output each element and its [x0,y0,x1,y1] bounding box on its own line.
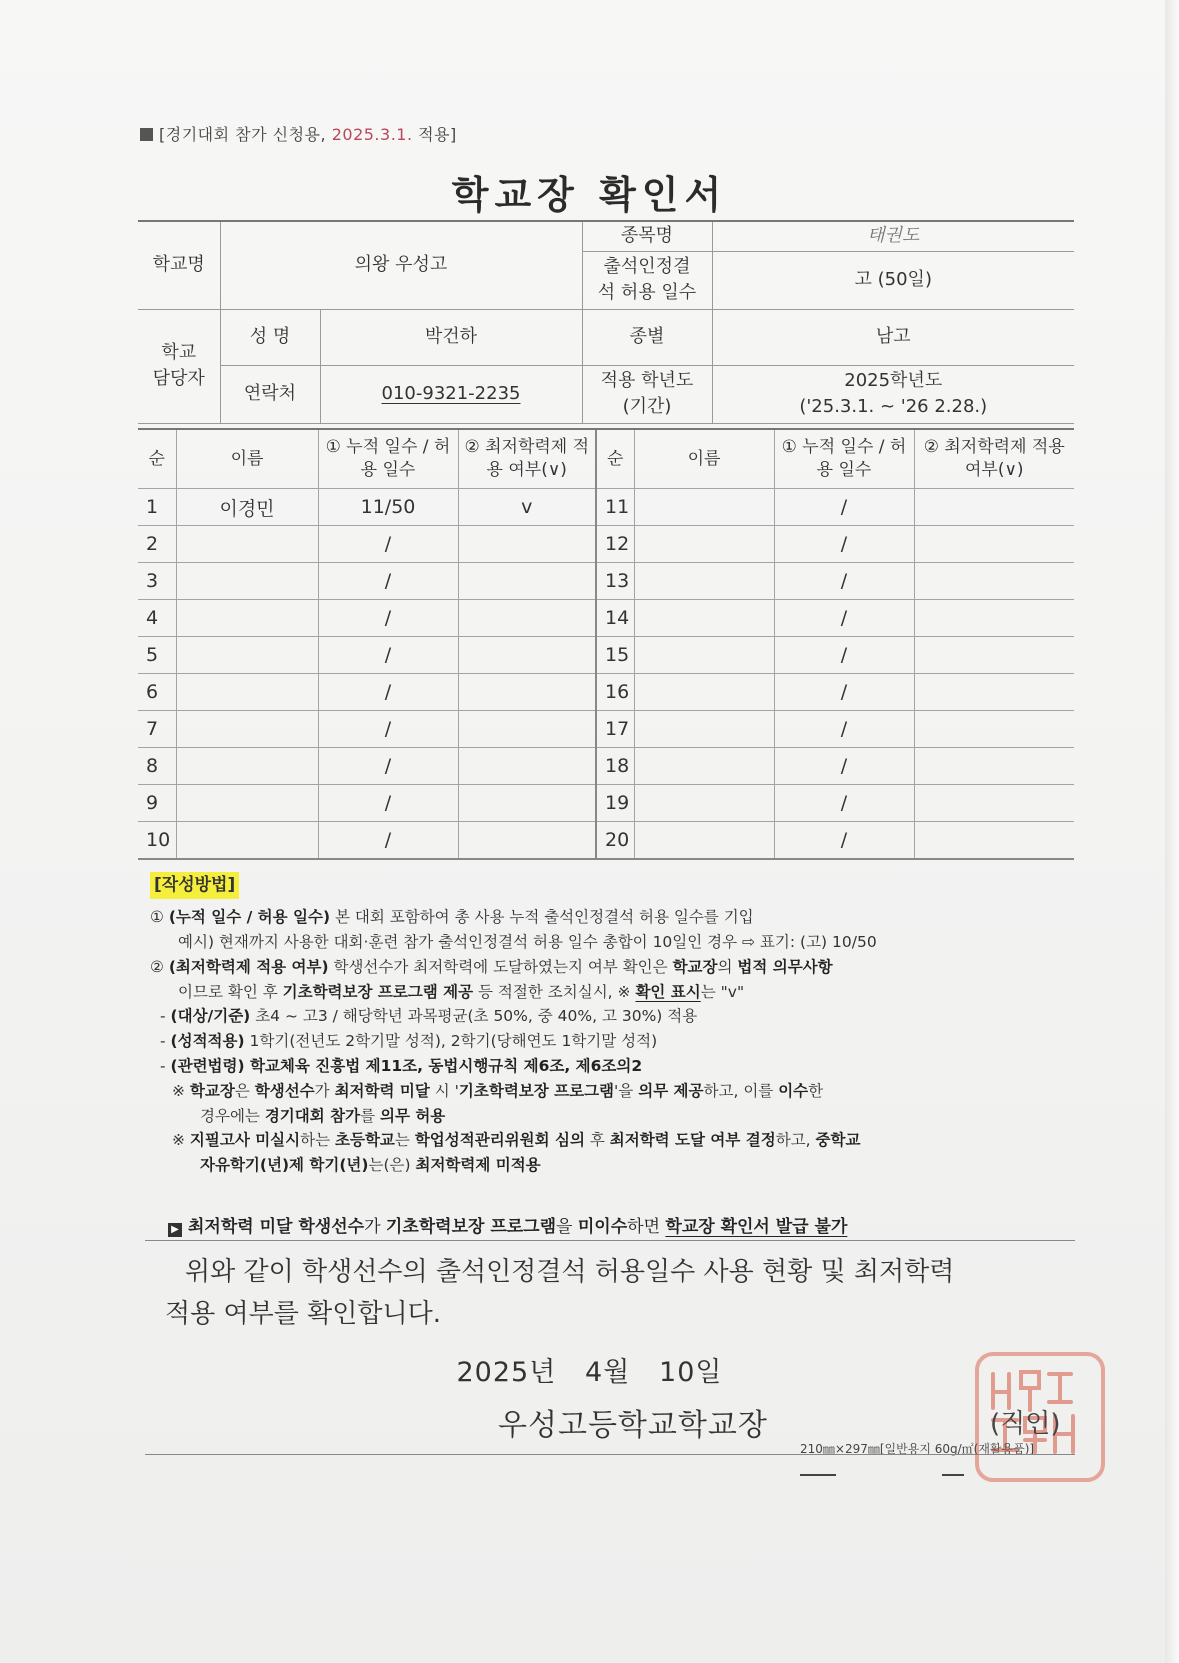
row-min: v [458,489,596,526]
issue-date: 2025년 4월 10일 [456,1357,723,1388]
row-days: / [318,600,458,637]
staff-label: 학교 담당자 [138,309,220,423]
header-no-right: 순 [596,429,634,489]
row-name [634,489,774,526]
row-no: 6 [138,674,176,711]
detail-3: - (관련법령) 학교체육 진흥법 제11조, 동법시행규칙 제6조, 제6조의2 [160,1056,643,1075]
row-days: / [774,526,914,563]
row-days: / [774,637,914,674]
row-no: 7 [138,711,176,748]
print-spec: 210㎜×297㎜[일반용지 60g/㎡(재활용품)] [800,1442,1035,1456]
row-min [914,674,1074,711]
student-roster-table [138,428,1074,860]
sport-label: 종목명 [582,221,712,251]
gender-value: 남고 [712,309,1074,365]
note-2-text: 학생선수가 최저학력에 도달하였는지 여부 확인은 [328,957,673,976]
remark-1: ※ 학교장은 학생선수가 최저학력 미달 시 '기초학력보장 프로그램'을 의무 제공하고, 이를 이수한 [172,1081,824,1100]
detail-1-text: 초4 ~ 고3 / 해당학년 과목평균(초 50%, 중 40%, 고 30%) 적용 [250,1007,698,1026]
note-2-bold-3: 법적 의무사항 [737,957,833,976]
header-days-right: ① 누적 일수 / 허용 일수 [774,429,914,489]
r1-l2-d: 의무 허용 [379,1106,446,1125]
header-min-left: ② 최저학력제 적용 여부(∨) [458,429,596,489]
row-min [458,785,596,822]
r2-i: 중학교 [815,1131,861,1150]
instructions-section [150,872,1080,1178]
row-no: 17 [596,711,634,748]
row-no: 9 [138,785,176,822]
row-name [176,748,318,785]
row-min [458,822,596,860]
table-row [138,674,1074,711]
header-days-left: ① 누적 일수 / 허용 일수 [318,429,458,489]
note-1-example: 예시) 현재까지 사용한 대회·훈련 참가 출석인정결석 허용 일수 총합이 10일인 경우 ⇨ 표기: (고) 10/50 [178,932,877,951]
table-row [138,637,1074,674]
row-days: 11/50 [318,489,458,526]
row-days: / [774,563,914,600]
name-label: 성 명 [220,309,320,365]
r2-g: 최저학력 도달 여부 결정 [609,1131,776,1150]
contact-value-cell [320,365,582,423]
row-no: 8 [138,748,176,785]
row-days: / [318,674,458,711]
row-name [634,674,774,711]
table-row [138,526,1074,563]
row-name [634,526,774,563]
row-no: 12 [596,526,634,563]
table-row [138,600,1074,637]
header-min-right: ② 최저학력제 적용 여부(∨) [914,429,1074,489]
row-name [176,711,318,748]
row-no: 1 [138,489,176,526]
row-name [176,600,318,637]
header-name-left: 이름 [176,429,318,489]
r2-h: 하고, [775,1131,816,1150]
row-min [458,526,596,563]
row-no: 19 [596,785,634,822]
table-row [138,711,1074,748]
remark-1-line-2 [150,1104,1080,1129]
warn-a: 최저학력 미달 학생선수 [188,1217,365,1237]
row-no: 18 [596,748,634,785]
r2-c: 초등학교 [335,1131,395,1150]
row-days: / [318,563,458,600]
note-2-l2-d: 확인 표시 [635,982,701,1001]
row-no: 10 [138,822,176,860]
row-name [176,563,318,600]
row-days: / [318,526,458,563]
r1-l2-b: 경기대회 참가 [264,1106,361,1125]
row-days: / [774,822,914,860]
school-value: 의왕 우성고 [220,221,582,309]
row-name [176,637,318,674]
warning-line [168,1212,847,1237]
table-row [138,822,1074,860]
r1-f: 시 ' [429,1081,459,1100]
r1-k: 이수 [778,1081,809,1100]
note-2-l2-b: 기초학력보장 프로그램 제공 [282,982,474,1001]
row-name [176,785,318,822]
row-days: / [774,600,914,637]
r1-e: 최저학력 미달 [334,1081,430,1100]
note-2-l2-e: 는 "v" [700,982,745,1001]
header-no-left: 순 [138,429,176,489]
footer-mark-right [942,1474,964,1476]
row-name [176,674,318,711]
detail-2: - (성적적용) 1학기(전년도 2학기말 성적), 2학기(당해연도 1학기말 성적) [160,1032,658,1051]
row-name [634,822,774,860]
row-min [914,822,1074,860]
row-min [914,785,1074,822]
row-days: / [318,785,458,822]
warn-b: 가 [364,1217,386,1237]
r1-l: 한 [808,1081,824,1100]
warn-f: 하면 [627,1217,666,1237]
table-row [138,563,1074,600]
school-label: 학교명 [138,221,220,309]
name-value: 박건하 [320,309,582,365]
row-name [176,526,318,563]
note-2-line-2 [150,980,1080,1005]
row-name [634,711,774,748]
row-no: 14 [596,600,634,637]
row-days: / [318,637,458,674]
row-days: / [774,785,914,822]
row-no: 15 [596,637,634,674]
document-title: 학교장 확인서 [451,173,728,217]
sport-value: 태권도 [712,221,1074,251]
row-name [634,785,774,822]
note-1-text: 본 대회 포함하여 총 사용 누적 출석인정결석 허용 일수를 기입 [330,908,754,927]
row-name [176,822,318,860]
r2-d: 는 [394,1131,415,1150]
r1-i: 의무 제공 [638,1081,704,1100]
form-usage-note [140,122,457,145]
remark-2-line-2 [150,1153,1080,1178]
row-min [914,637,1074,674]
declaration [165,1252,1085,1335]
period-value: ('25.3.1. ~ '26 2.28.) [799,396,988,417]
row-days: / [774,711,914,748]
row-name [634,600,774,637]
r2-a: 지필고사 미실시 [189,1131,301,1150]
r1-j: 하고, 이를 [703,1081,779,1100]
row-no: 2 [138,526,176,563]
r1-c: 학생선수 [254,1081,315,1100]
row-days: / [318,822,458,860]
year-value: 2025학년도 [844,369,943,391]
row-name [634,637,774,674]
row-no: 16 [596,674,634,711]
note-2-l2-c: 등 적절한 조치실시, ※ [473,982,636,1001]
warn-e: 미이수 [577,1217,628,1237]
detail-3-bold: (관련법령) [170,1056,245,1075]
row-min [458,674,596,711]
declaration-line-2: 적용 여부를 확인합니다. [165,1298,441,1329]
gender-label: 종별 [582,309,712,365]
r1-g: 기초학력보장 프로그램 [458,1081,615,1100]
detail-2-bold: (성적적용) [170,1032,245,1051]
row-min [914,489,1074,526]
row-min [914,748,1074,785]
warn-d: 을 [556,1217,578,1237]
divider [145,1240,1075,1241]
warn-c: 기초학력보장 프로그램 [385,1217,557,1237]
row-name [634,563,774,600]
row-min [458,711,596,748]
row-name [634,748,774,785]
r2-l2-b: 는(은) [368,1156,416,1175]
row-days: / [318,748,458,785]
seal-label: (직인) [990,1409,1061,1439]
r1-l2-c: 를 [360,1106,380,1125]
row-min [914,600,1074,637]
r1-b: 은 [234,1081,255,1100]
detail-1: - (대상/기준) 초4 ~ 고3 / 해당학년 과목평균(초 50%, 중 40%, 고 30%) 적용 [160,1007,698,1026]
declaration-line-1: 위와 같이 학생선수의 출석인정결석 허용일수 사용 현황 및 최저학력 [185,1257,955,1287]
row-no: 20 [596,822,634,860]
remark-2: ※ 지필고사 미실시하는 초등학교는 학업성적관리위원회 심의 후 최저학력 도달 여부 결정하고, 중학교 [172,1131,861,1150]
r1-l2-a: 경우에는 [200,1106,265,1125]
table-row [138,748,1074,785]
table-row [138,489,1074,526]
detail-2-text: 1학기(전년도 2학기말 성적), 2학기(당해연도 1학기말 성적) [244,1032,658,1051]
info-table [138,220,1074,424]
contact-label: 연락처 [220,365,320,423]
note-2-l2-a: 이므로 확인 후 [178,982,283,1001]
r1-d: 가 [314,1081,335,1100]
detail-1-bold: (대상/기준) [170,1007,251,1026]
year-cell [712,365,1074,423]
year-label: 적용 학년도 (기간) [582,365,712,423]
row-no: 4 [138,600,176,637]
table-row [138,785,1074,822]
r1-h: '을 [614,1081,639,1100]
r2-b: 하는 [300,1131,336,1150]
row-min [914,711,1074,748]
row-min [458,748,596,785]
header-name-right: 이름 [634,429,774,489]
row-min [914,526,1074,563]
row-days: / [774,674,914,711]
note-2-bold: (최저학력제 적용 여부) [168,957,329,976]
note-2-number: ② [150,957,164,976]
contact-value: 010-9321-2235 [381,382,521,404]
row-no: 11 [596,489,634,526]
row-no: 13 [596,563,634,600]
footer-divider [145,1454,1075,1455]
note-2-text-2: 의 [717,957,738,976]
r2-f: 후 [584,1131,610,1150]
row-min [458,563,596,600]
note-prefix: [경기대회 참가 신청용, [159,125,332,144]
row-days: / [318,711,458,748]
note-2 [150,955,1080,980]
square-bullet-icon [140,128,153,141]
row-name: 이경민 [176,489,318,526]
row-min [458,600,596,637]
detail-3-text: 학교체육 진흥법 제11조, 동법시행규칙 제6조, 제6조의2 [244,1056,643,1075]
r2-l2-a: 자유학기(년)제 학기(년) [200,1156,369,1175]
row-days: / [774,748,914,785]
principal-name: 우성고등학교학교장 [498,1408,768,1443]
note-1-bold: (누적 일수 / 허용 일수) [168,908,331,927]
absence-label: 출석인정결석 허용 일수 [582,251,712,309]
instructions-heading: [작성방법] [150,872,239,899]
absence-value: 고 (50일) [712,251,1074,309]
row-no: 3 [138,563,176,600]
footer-mark-left [800,1474,836,1476]
paper-edge [1165,0,1179,1663]
note-date: 2025.3.1. [331,125,413,144]
row-min [458,637,596,674]
r2-l2-c: 최저학력제 미적용 [415,1156,541,1175]
row-days: / [774,489,914,526]
arrow-box-icon: ▶ [168,1223,182,1237]
note-1 [150,905,1080,930]
row-min [914,563,1074,600]
r1-a: 학교장 [189,1081,235,1100]
warn-g: 학교장 확인서 발급 불가 [665,1217,848,1237]
note-suffix: 적용] [412,125,457,144]
row-no: 5 [138,637,176,674]
r2-e: 학업성적관리위원회 심의 [414,1131,585,1150]
note-2-bold-2: 학교장 [672,957,718,976]
note-1-number: ① [150,908,164,927]
